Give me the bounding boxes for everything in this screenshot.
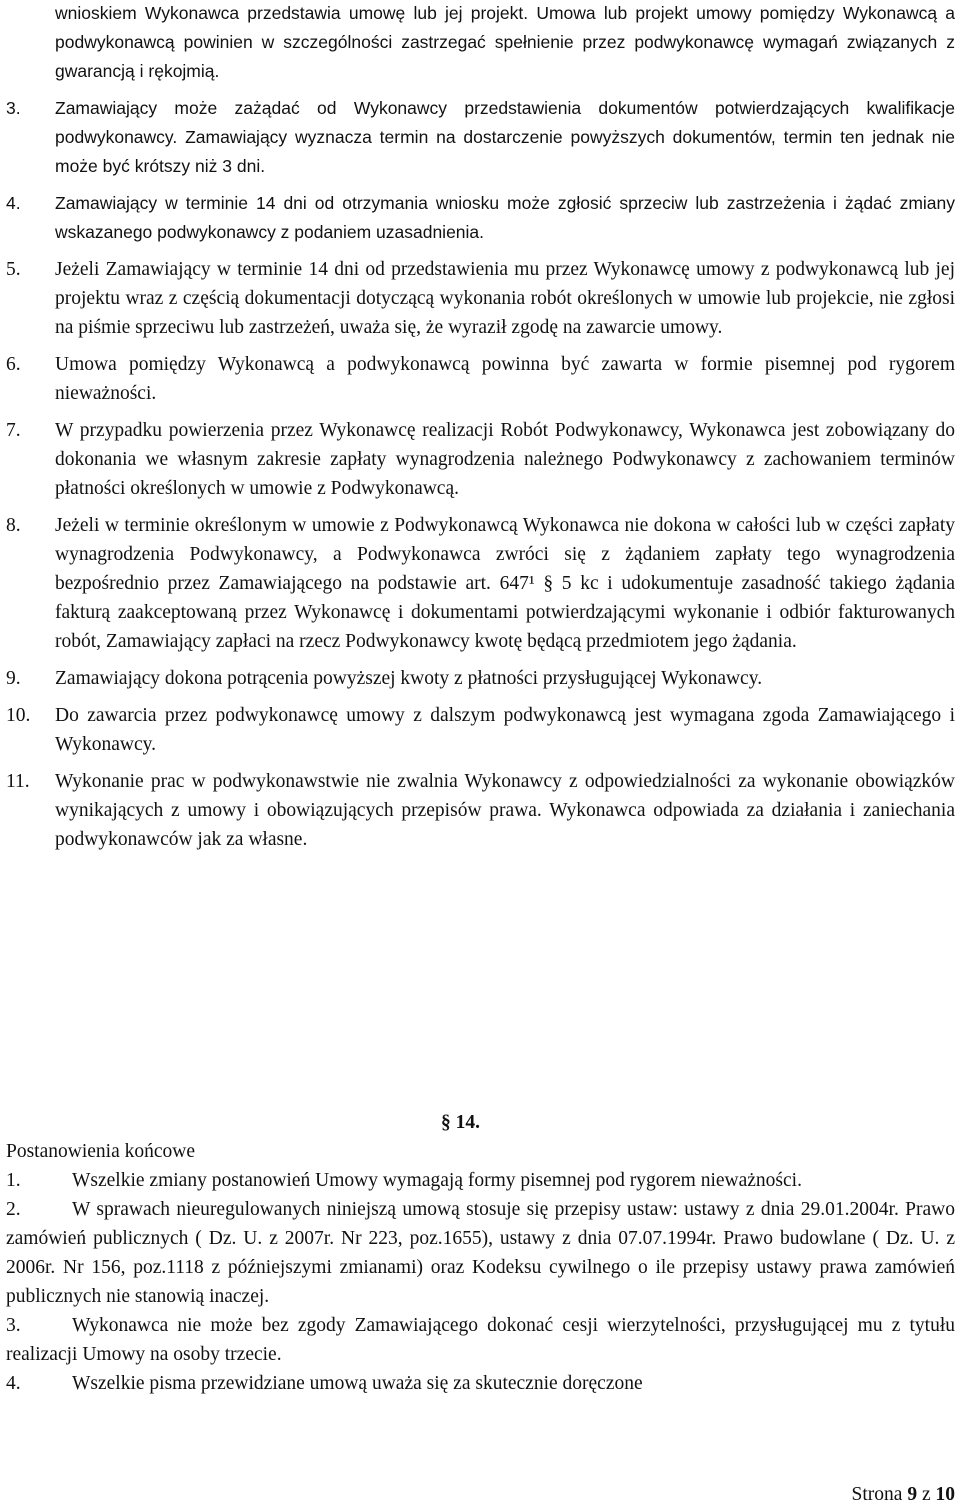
provision-text: Wszelkie zmiany postanowień Umowy wymagają formy pisemnej pod rygorem nieważności.: [72, 1170, 802, 1191]
clause-item: [0, 511, 960, 656]
clause-item: [0, 767, 960, 854]
provision-text: Wykonawca nie może bez zgody Zamawiającego dokonać cesji wierzytelności, przysługującej mu z tytułu realizacji Umowy na osoby trzecie.: [6, 1315, 955, 1365]
clause-number: 3.: [6, 98, 21, 118]
final-provisions-list: [6, 1166, 955, 1398]
clause-item: [0, 94, 960, 181]
provision-item: [6, 1311, 955, 1369]
clause-number: 5.: [6, 259, 21, 280]
total-pages-number: 10: [935, 1484, 955, 1505]
clause-number: 6.: [6, 354, 21, 375]
clause-number: 8.: [6, 515, 21, 536]
provision-number: 2.: [6, 1199, 21, 1220]
clause-text: Wykonanie prac w podwykonawstwie nie zwalnia Wykonawcy z odpowiedzialności za wykonanie obowiązków wynikających z umowy i obowiązujących przepisów prawa. Wykonawca odpowiada za działania i zaniechania podwykonawców jak za własne.: [55, 771, 955, 850]
clause-number: 9.: [6, 668, 21, 689]
provision-item: [6, 1195, 955, 1311]
clause-number: 11.: [6, 771, 30, 792]
clause-item: [0, 416, 960, 503]
clause-number: 10.: [6, 705, 31, 726]
clause-item: [0, 189, 960, 247]
clause-text: Umowa pomiędzy Wykonawcą a podwykonawcą powinna być zawarta w formie pisemnej pod rygorem nieważności.: [55, 354, 955, 404]
provision-number: 3.: [6, 1315, 21, 1336]
provision-number: 4.: [6, 1373, 21, 1394]
clause-text: Do zawarcia przez podwykonawcę umowy z dalszym podwykonawcą jest wymagana zgoda Zamawiającego i Wykonawcy.: [55, 705, 955, 755]
subcontractor-clauses-list: [0, 94, 960, 862]
clause-item: [0, 701, 960, 759]
clause-text: W przypadku powierzenia przez Wykonawcę realizacji Robót Podwykonawcy, Wykonawca jest zobowiązany do dokonania we własnym zakresie zapłaty wynagrodzenia należnego Podwykonawcy z zachowaniem terminów płatności określonych w umowie z Podwykonawcą.: [55, 420, 955, 499]
clause-number: 7.: [6, 420, 21, 441]
current-page-number: 9: [907, 1484, 918, 1505]
section-heading: § 14.: [441, 1112, 480, 1133]
clause-text: Zamawiający może zażądać od Wykonawcy przedstawienia dokumentów potwierdzających kwalifikacje podwykonawcy. Zamawiający wyznacza termin na dostarczenie powyższych dokumentów, termin ten jednak nie może być krótszy niż 3 dni.: [55, 98, 955, 176]
clause-text: Jeżeli Zamawiający w terminie 14 dni od przedstawienia mu przez Wykonawcę umowy z podwykonawcą lub jej projektu wraz z częścią dokumentacji dotyczącą wykonania robót określonych w umowie lub projekcie, nie zgłosi na piśmie sprzeciwu lub zastrzeżeń, uważa się, że wyraził zgodę na zawarcie umowy.: [55, 259, 955, 338]
provision-item: [6, 1166, 955, 1195]
page-of-label: z: [921, 1484, 931, 1505]
provision-text: Wszelkie pisma przewidziane umową uważa się za skutecznie doręczone: [72, 1373, 643, 1394]
clause-number: 4.: [6, 193, 21, 213]
page-footer: [852, 1483, 955, 1507]
clause-item: [0, 350, 960, 408]
clause-item: [0, 255, 960, 342]
clause-item: [0, 664, 960, 693]
clause-text: Zamawiający w terminie 14 dni od otrzymania wniosku może zgłosić sprzeciw lub zastrzeżenia i żądać zmiany wskazanego podwykonawcy z podaniem uzasadnienia.: [55, 193, 955, 242]
provision-number: 1.: [6, 1170, 21, 1191]
page-label: Strona: [851, 1484, 903, 1505]
provision-text: W sprawach nieuregulowanych niniejszą umową stosuje się przepisy ustaw: ustawy z dnia 29.01.2004r. Prawo zamówień publicznych ( Dz. U. z 2007r. Nr 223, poz.1655), ustawy z dnia 07.07.1994r. Prawo budowlane ( Dz. U. z 2006r. Nr 156, poz.1118 z późniejszymi zmianami) oraz Kodeksu cywilnego o ile przepisy ustawy prawa zamówień publicznych nie stanowią inaczej.: [6, 1199, 955, 1307]
section-title: Postanowienia końcowe: [6, 1141, 196, 1162]
intro-paragraph: wnioskiem Wykonawca przedstawia umowę lub jej projekt. Umowa lub projekt umowy pomiędzy Wykonawcą a podwykonawcą powinien w szczególności zastrzegać spełnienie przez podwykonawcę wymagań związanych z gwarancją i rękojmią.: [55, 3, 955, 81]
clause-text: Jeżeli w terminie określonym w umowie z Podwykonawcą Wykonawca nie dokona w całości lub w części zapłaty wynagrodzenia Podwykonawcy, a Podwykonawca zwróci się z żądaniem zapłaty tego wynagrodzenia bezpośrednio przez Zamawiającego na podstawie art. 647¹ § 5 kc i udokumentuje zasadność takiego żądania fakturą zaakceptowaną przez Wykonawcę i dokumentami potwierdzającymi wykonanie i odbiór fakturowanych robót, Zamawiający zapłaci na rzecz Podwykonawcy kwotę będącą przedmiotem jego żądania.: [55, 515, 955, 652]
provision-item: [6, 1369, 955, 1398]
clause-text: Zamawiający dokona potrącenia powyższej kwoty z płatności przysługującej Wykonawcy.: [55, 668, 763, 689]
